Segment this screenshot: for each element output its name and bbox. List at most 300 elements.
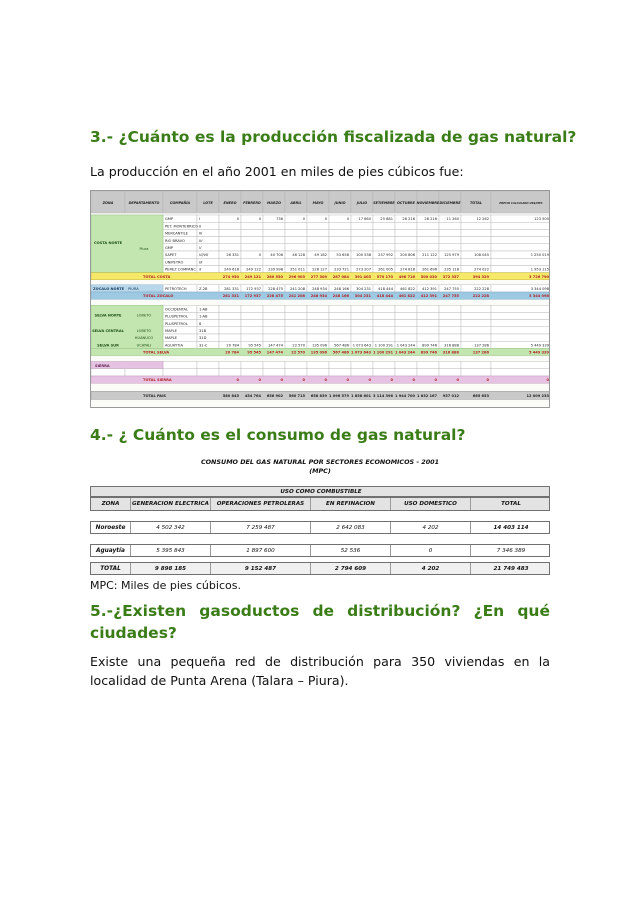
- table-cell: [373, 244, 395, 251]
- zone-label: SELVA CENTRAL: [92, 329, 124, 333]
- table-cell: [307, 327, 329, 334]
- table-text: 0: [236, 217, 239, 222]
- table-cell: [461, 237, 491, 244]
- table-cell: [329, 229, 351, 236]
- dept-label: LORETO: [136, 313, 152, 318]
- table-text: 239 998: [268, 267, 283, 272]
- table-cell: [417, 244, 439, 251]
- table-text: 394 329: [472, 274, 489, 279]
- table-cell: [439, 305, 461, 312]
- table-text: 277 309: [310, 274, 327, 279]
- table-text: 736: [276, 217, 283, 222]
- table-cell: [241, 237, 263, 244]
- table-cell: [163, 362, 197, 369]
- table-cell: [373, 369, 395, 376]
- table-text: 3 344 098: [530, 287, 549, 291]
- table-cell: [395, 244, 417, 251]
- header-cell-text: NOVIEMBRE: [416, 201, 440, 205]
- uso-header: USO COMO COMBUSTIBLE: [280, 488, 362, 495]
- q5-word: distribución?: [347, 602, 461, 620]
- zone-label: SELVA NORTE: [94, 313, 122, 318]
- table-text: 123 505: [534, 217, 549, 222]
- table-cell: [491, 334, 550, 341]
- table-cell: [417, 305, 439, 312]
- table-cell: [491, 229, 550, 236]
- table-cell: [351, 334, 373, 341]
- table-text: 22 570: [291, 350, 305, 355]
- table-cell: [307, 244, 329, 251]
- table-cell: [461, 334, 491, 341]
- table-text: 304 231: [356, 287, 371, 291]
- q5-word: ¿En: [473, 602, 505, 620]
- table-text: 200 806: [400, 253, 415, 258]
- company-text: MAPLE: [165, 329, 177, 333]
- table-cell: [241, 334, 263, 341]
- table-cell: [417, 362, 439, 369]
- table-cell: [263, 237, 285, 244]
- question-5-title-line2: ciudades?: [90, 624, 177, 642]
- table-cell: [219, 222, 241, 229]
- table-cell: [439, 237, 461, 244]
- table-cell: [307, 320, 329, 327]
- dept-label: HUANUCO: [134, 336, 154, 341]
- table-text: 17 660: [358, 217, 371, 222]
- lote-text: 8: [199, 321, 202, 326]
- company-text: AGUAYTIA: [165, 343, 183, 348]
- table-text: 222 228: [472, 294, 489, 299]
- q5-word: 5.-¿Existen: [90, 602, 187, 620]
- total-label: TOTAL SELVA: [143, 350, 170, 355]
- table-cell: [219, 334, 241, 341]
- lote-text: 31-C: [199, 343, 208, 348]
- table-cell: [263, 327, 285, 334]
- table-cell: [417, 320, 439, 327]
- table-cell: [263, 369, 285, 376]
- table-cell: [395, 258, 417, 265]
- table-text: 12 262: [476, 217, 489, 222]
- table-text: 0: [456, 378, 459, 383]
- table-cell: [307, 305, 329, 312]
- table-cell: [351, 362, 373, 369]
- company-text: OCCIDENTAL: [165, 307, 189, 312]
- lote-text: 31B: [199, 329, 207, 333]
- table-text: 316 888: [442, 350, 459, 355]
- table-text: 135 096: [312, 343, 327, 348]
- table-cell: [395, 237, 417, 244]
- table-cell: [439, 312, 461, 319]
- table-text: 273 207: [356, 267, 371, 272]
- header-zona: ZONA: [91, 498, 131, 510]
- table-cell: [163, 369, 197, 376]
- dept-label: PIURA: [128, 287, 139, 291]
- q5-word: de: [312, 602, 335, 620]
- table-cell: [219, 362, 241, 369]
- table-text: 228 475: [266, 294, 283, 299]
- table-cell: [241, 362, 263, 369]
- header-cell-text: ABRIL: [290, 201, 302, 205]
- cell-value: 2 642 083: [311, 522, 391, 533]
- table-cell: [219, 312, 241, 319]
- consumption-row-aguaytia: [90, 544, 550, 557]
- table-cell: [285, 222, 307, 229]
- table-text: 1 832 167: [416, 393, 437, 398]
- table-text: 0: [346, 217, 349, 222]
- cell-total: 14 403 114: [493, 524, 529, 531]
- table-cell: [241, 369, 263, 376]
- table-cell: [307, 258, 329, 265]
- table-text: 3 114 396: [372, 393, 393, 398]
- table-cell: [329, 222, 351, 229]
- table-cell: [219, 258, 241, 265]
- header-cell-text: DEPARTAMENTO: [128, 201, 160, 205]
- table-text: 658 839: [310, 393, 327, 398]
- table-cell: [373, 320, 395, 327]
- consumption-row-noroeste: [90, 521, 550, 534]
- table-text: 418 444: [378, 287, 393, 291]
- table-text: 580 845: [222, 393, 239, 398]
- table-text: 147 474: [268, 343, 283, 348]
- table-text: 418 444: [376, 294, 393, 299]
- table-cell: [373, 222, 395, 229]
- header-refinacion: EN REFINACION: [311, 498, 391, 510]
- question-3-title: 3.- ¿Cuánto es la producción fiscalizada de gas natural?: [90, 128, 577, 146]
- lote-text: IX: [199, 260, 203, 265]
- header-cell-text: LOTE: [203, 201, 213, 205]
- lote-text: 1-AB: [199, 314, 208, 319]
- table-cell: [417, 327, 439, 334]
- cell-value: 5 395 843: [131, 545, 211, 556]
- dept-label: Piura: [139, 246, 149, 251]
- table-cell: [219, 305, 241, 312]
- table-cell: [395, 327, 417, 334]
- table-text: 11 260: [446, 217, 459, 222]
- table-text: 53 658: [336, 253, 349, 258]
- table-text: 1 073 643: [350, 350, 371, 355]
- table-cell: [285, 327, 307, 334]
- table-text: 49 182: [314, 253, 327, 258]
- table-cell: [417, 222, 439, 229]
- table-cell: [351, 327, 373, 334]
- table-text: 281 331: [224, 287, 239, 291]
- table-cell: [263, 312, 285, 319]
- table-text: 125 979: [444, 253, 459, 258]
- table-cell: [373, 334, 395, 341]
- table-cell: [351, 258, 373, 265]
- table-cell: [439, 229, 461, 236]
- table-cell: [329, 305, 351, 312]
- cell-total: 21 749 483: [493, 565, 529, 572]
- cell-value: 9 898 185: [131, 563, 211, 574]
- table-text: 1 043 244: [394, 350, 415, 355]
- table-cell: [351, 369, 373, 376]
- table-text: 12 009 233: [526, 393, 549, 398]
- dept-label: UCAYALI: [136, 343, 152, 348]
- table-cell: [241, 244, 263, 251]
- table-text: 391 405: [354, 274, 371, 279]
- table-text: 235 118: [444, 267, 459, 272]
- table-cell: [351, 237, 373, 244]
- table-cell: [307, 334, 329, 341]
- table-text: 567 486: [334, 343, 349, 348]
- table-text: 5 449 339: [528, 350, 549, 355]
- table-text: 570 170: [376, 274, 393, 279]
- table-text: 412 391: [420, 294, 437, 299]
- table-text: 461 822: [398, 294, 415, 299]
- lote-text: X: [199, 267, 202, 272]
- table-text: 296 903: [288, 274, 305, 279]
- total-label: TOTAL SIERRA: [143, 378, 172, 383]
- lote-text: III: [199, 231, 203, 236]
- header-cell-text: COMPAÑÍA: [169, 201, 191, 205]
- table-cell: [197, 369, 219, 376]
- table-text: 100 538: [356, 253, 371, 258]
- table-text: 0: [258, 217, 261, 222]
- company-text: GMP: [165, 217, 174, 222]
- table-text: 0: [258, 378, 261, 383]
- table-cell: [329, 237, 351, 244]
- table-cell: [417, 229, 439, 236]
- table-text: 1 043 244: [396, 343, 415, 348]
- table-text: 248 934: [312, 287, 327, 291]
- table-text: 1 953 115: [530, 267, 549, 272]
- table-cell: [373, 312, 395, 319]
- table-text: 249 618: [224, 267, 239, 272]
- table-cell: [491, 305, 550, 312]
- table-cell: [351, 244, 373, 251]
- table-text: 95 545: [248, 343, 261, 348]
- header-cell-text: SETIEMBRE: [373, 201, 395, 205]
- header-cell-text: FEBRERO: [243, 201, 261, 205]
- table-cell: [373, 258, 395, 265]
- table-text: 20 784: [226, 343, 239, 348]
- table-cell: [307, 222, 329, 229]
- table-cell: [285, 229, 307, 236]
- lote-text: I: [199, 217, 201, 222]
- table-text: 316 888: [444, 343, 459, 348]
- table-text: 567 486: [332, 350, 349, 355]
- table-cell: [491, 258, 550, 265]
- table-cell: [285, 244, 307, 251]
- table-cell: [307, 369, 329, 376]
- company-text: MERCANTILE: [165, 231, 188, 236]
- company-text: GMP: [165, 246, 174, 250]
- table-text: 28 216: [424, 217, 437, 222]
- table-cell: [461, 369, 491, 376]
- table-cell: [439, 362, 461, 369]
- question-5-title-line1: [90, 602, 550, 624]
- zone-block: [91, 305, 163, 348]
- table-cell: [241, 258, 263, 265]
- table-cell: [263, 334, 285, 341]
- table-text: 665 653: [472, 393, 489, 398]
- cell-value: 2 794 609: [311, 563, 391, 574]
- table-cell: [241, 320, 263, 327]
- table-text: 0: [302, 217, 305, 222]
- table-cell: [329, 369, 351, 376]
- table-cell: [395, 362, 417, 369]
- table-cell: [461, 305, 491, 312]
- table-text: 1 944 700: [394, 393, 415, 398]
- header-cell-text: TOTAL: [469, 201, 483, 205]
- header-operaciones: OPERACIONES PETROLERAS: [211, 498, 311, 510]
- table-cell: [491, 362, 550, 369]
- table-cell: [263, 362, 285, 369]
- table-cell: [285, 334, 307, 341]
- table-cell: [263, 320, 285, 327]
- table-cell: [197, 215, 219, 222]
- cell-zona: Aguaytía: [91, 545, 131, 556]
- table-cell: [395, 305, 417, 312]
- table-cell: [307, 312, 329, 319]
- zone-label: ZOCALO NORTE: [93, 287, 125, 291]
- table-text: 248 934: [310, 294, 327, 299]
- table-cell: [241, 222, 263, 229]
- header-cell-text: ENERO: [223, 201, 237, 205]
- cell-zona: TOTAL: [91, 563, 131, 574]
- table-cell: [329, 244, 351, 251]
- table-cell: [461, 312, 491, 319]
- table-cell: [417, 334, 439, 341]
- total-label: TOTAL PAIS: [143, 393, 167, 398]
- table-cell: [417, 369, 439, 376]
- table-text: 228 475: [268, 287, 283, 291]
- table-cell: [351, 305, 373, 312]
- table-cell: [417, 312, 439, 319]
- table-text: 304 231: [354, 294, 371, 299]
- table-text: 5 449 339: [530, 343, 549, 348]
- table-text: 0: [346, 378, 349, 383]
- table-cell: [439, 320, 461, 327]
- table-cell: [351, 222, 373, 229]
- table-text: 0: [324, 378, 327, 383]
- table-text: 0: [390, 378, 393, 383]
- consumption-table-unit: (MPC): [309, 467, 331, 475]
- table-text: 0: [302, 378, 305, 383]
- table-text: 172 937: [244, 294, 261, 299]
- cell-value: 0: [391, 545, 471, 556]
- table-text: 274 022: [474, 267, 489, 272]
- header-cell-text: MARZO: [267, 201, 281, 205]
- header-cell-text: ZONA: [102, 201, 114, 205]
- table-cell: [241, 327, 263, 334]
- table-cell: [461, 222, 491, 229]
- table-cell: [395, 320, 417, 327]
- table-text: 233 721: [334, 267, 349, 272]
- table-text: 261 696: [422, 267, 437, 272]
- question-3-text: La producción en el año 2001 en miles de pies cúbicos fue:: [90, 164, 464, 179]
- table-cell: [263, 222, 285, 229]
- table-text: 274 818: [400, 267, 415, 272]
- header-generacion: GENERACION ELECTRICA: [131, 498, 211, 510]
- table-text: 26 331: [226, 253, 239, 258]
- table-cell: [285, 369, 307, 376]
- table-cell: [329, 320, 351, 327]
- table-text: 22 570: [292, 343, 305, 348]
- table-cell: [461, 327, 491, 334]
- table-cell: [197, 362, 219, 369]
- table-text: 261 005: [378, 267, 393, 272]
- company-text: RIO BRAVO: [165, 238, 185, 243]
- table-text: 0: [258, 253, 261, 258]
- table-text: 25 881: [380, 217, 393, 222]
- table-cell: [285, 320, 307, 327]
- lote-text: V: [199, 246, 202, 250]
- table-text: 137 286: [474, 343, 489, 348]
- table-cell: [219, 327, 241, 334]
- company-text: PLUSPETROL: [165, 321, 188, 326]
- table-text: 0: [280, 378, 283, 383]
- table-cell: [417, 237, 439, 244]
- table-cell: [491, 222, 550, 229]
- table-cell: [491, 320, 550, 327]
- table-cell: [285, 362, 307, 369]
- lote-text: 31D: [199, 336, 207, 341]
- table-text: 500 030: [420, 274, 437, 279]
- question-4-title: 4.- ¿ Cuánto es el consumo de gas natural?: [90, 426, 466, 444]
- table-cell: [219, 369, 241, 376]
- table-cell: [241, 305, 263, 312]
- table-cell: [219, 229, 241, 236]
- table-cell: [461, 258, 491, 265]
- consumption-header-row: [90, 497, 550, 511]
- table-text: 0: [412, 378, 415, 383]
- table-text: 222 228: [474, 287, 489, 291]
- table-text: 0: [324, 217, 327, 222]
- table-cell: [263, 305, 285, 312]
- header-cell-text: PRECIO CALCULADO US$/MPC: [499, 202, 543, 205]
- total-label: TOTAL ZOCALO: [143, 294, 174, 299]
- table-text: 957 012: [442, 393, 459, 398]
- uso-header-row: [90, 486, 550, 497]
- table-cell: [461, 229, 491, 236]
- table-cell: [395, 369, 417, 376]
- table-cell: [373, 327, 395, 334]
- consumption-table-title: CONSUMO DEL GAS NATURAL POR SECTORES ECONOMICOS - 2001: [200, 458, 440, 466]
- table-cell: [329, 327, 351, 334]
- company-text: PET. MONTERRICO: [165, 224, 198, 229]
- mpc-note: MPC: Miles de pies cúbicos.: [90, 579, 241, 592]
- q5-word: qué: [517, 602, 550, 620]
- table-cell: [373, 237, 395, 244]
- table-cell: [307, 237, 329, 244]
- table-text: 228 127: [312, 267, 327, 272]
- table-cell: [285, 237, 307, 244]
- zone-label: COSTA NORTE: [93, 240, 123, 245]
- header-cell-text: OCTUBRE: [397, 201, 415, 205]
- zone-label: SIERRA: [95, 363, 110, 368]
- table-cell: [219, 237, 241, 244]
- table-text: 108 045: [474, 253, 489, 258]
- company-text: SAPET: [165, 253, 177, 258]
- table-cell: [351, 320, 373, 327]
- table-text: 461 822: [400, 287, 415, 291]
- table-text: 454 764: [244, 393, 261, 398]
- table-text: 280 550: [266, 274, 283, 279]
- table-text: 40 706: [270, 253, 283, 258]
- table-text: 248 166: [334, 287, 349, 291]
- table-text: 95 545: [247, 350, 261, 355]
- table-text: 0: [546, 378, 549, 383]
- table-cell: [351, 229, 373, 236]
- table-text: 372 357: [442, 274, 459, 279]
- table-text: 1 250 019: [530, 253, 549, 258]
- table-cell: [395, 222, 417, 229]
- lote-text: Z-2B: [199, 287, 208, 291]
- table-cell: [461, 320, 491, 327]
- table-cell: [91, 369, 125, 376]
- table-text: 237 992: [378, 253, 393, 258]
- header-cell-text: JUNIO: [334, 201, 346, 205]
